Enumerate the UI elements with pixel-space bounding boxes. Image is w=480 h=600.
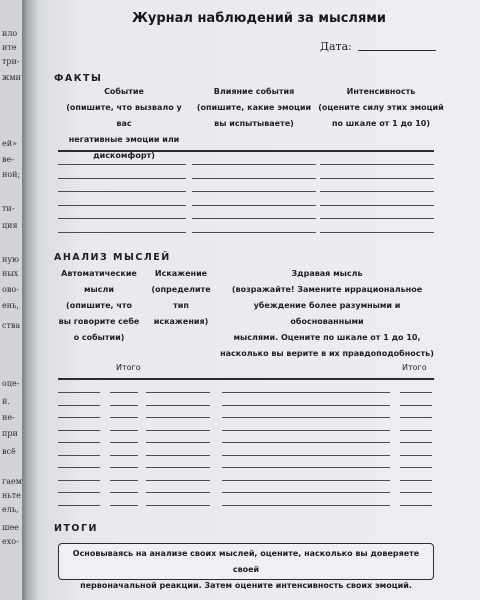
header-line: Влияние события [213,87,295,96]
date-label: Дата: [320,40,352,53]
itogo-label-right: Итого [402,363,427,372]
writing-line[interactable] [58,405,100,406]
writing-line[interactable] [58,205,186,206]
itogo-label-left: Итого [116,363,141,372]
left-page-fragment: ило [2,29,18,38]
writing-line[interactable] [58,417,100,418]
writing-line[interactable] [400,505,432,506]
writing-line[interactable] [58,191,186,192]
writing-line[interactable] [58,505,100,506]
writing-line[interactable] [58,232,186,233]
left-page-fragment: ных [2,269,19,278]
writing-line[interactable] [110,392,138,393]
facts-header-impact [190,84,318,132]
header-line: тип [173,301,189,310]
writing-line[interactable] [58,164,186,165]
writing-line[interactable] [192,178,316,179]
summary-section-title: ИТОГИ [54,523,99,534]
writing-line[interactable] [58,455,100,456]
header-line: мыслями. Оцените по шкале от 1 до 10, [233,333,421,342]
writing-line[interactable] [400,492,432,493]
header-line: Искажение [154,269,208,278]
writing-line[interactable] [222,392,390,393]
writing-line[interactable] [400,392,432,393]
writing-line[interactable] [192,218,316,219]
writing-line[interactable] [146,442,210,443]
left-page-fragment: гаем [2,477,22,486]
analysis-header-distortion [142,266,220,330]
left-page-fragment: шее [2,523,19,532]
writing-line[interactable] [192,232,316,233]
analysis-section-title: АНАЛИЗ МЫСЛЕЙ [54,252,171,263]
writing-line[interactable] [222,442,390,443]
left-page-fragment: ньте [2,491,21,500]
header-line: мысли [84,285,114,294]
header-line: вы испытываете) [214,119,294,128]
writing-line[interactable] [58,430,100,431]
writing-line[interactable] [110,417,138,418]
writing-line[interactable] [222,455,390,456]
writing-line[interactable] [222,430,390,431]
writing-line[interactable] [320,218,434,219]
writing-line[interactable] [320,232,434,233]
writing-line[interactable] [400,455,432,456]
writing-line[interactable] [146,430,210,431]
header-line: (опишите, что вызвало у вас [66,103,182,128]
header-line: убеждение более разумными и обоснованными [253,301,401,326]
writing-line[interactable] [146,467,210,468]
page-title: Журнал наблюдений за мыслями [131,11,387,26]
header-line: негативные эмоции или [68,135,180,144]
header-line: Интенсивность [346,87,416,96]
header-line: дискомфорт) [93,151,155,160]
writing-line[interactable] [146,405,210,406]
writing-line[interactable] [400,467,432,468]
writing-line[interactable] [110,467,138,468]
writing-line[interactable] [320,164,434,165]
analysis-header-automatic [56,266,142,346]
left-page-fragment: ция [2,221,18,230]
writing-line[interactable] [146,455,210,456]
header-line: (определите [151,285,211,294]
writing-line[interactable] [110,430,138,431]
header-line: Событие [104,87,144,96]
writing-line[interactable] [58,480,100,481]
facts-header-event [58,84,190,164]
writing-line[interactable] [400,480,432,481]
header-line: (возражайте! Замените иррациональное [231,285,423,294]
left-page-fragment: при [2,429,18,438]
writing-line[interactable] [400,417,432,418]
left-page-fragment: ную [2,255,20,264]
header-line: насколько вы верите в их правдоподобность) [220,349,434,358]
left-page-fragment: ве- [2,155,14,164]
writing-line[interactable] [110,480,138,481]
worksheet-page [38,0,480,600]
summary-line: Основываясь на анализе своих мыслей, оцените, насколько вы доверяете своей [72,549,420,574]
left-page-fragment: ово- [2,285,19,294]
writing-line[interactable] [192,205,316,206]
left-page-fragment: ти- [2,204,15,213]
writing-line[interactable] [58,218,186,219]
date-field[interactable] [358,50,436,51]
left-page-fragment: жми [2,73,21,82]
header-line: Автоматические [61,269,137,278]
header-line: вы говорите себе [58,317,140,326]
left-page-fragment: оце- [2,379,20,388]
left-page-fragment: ень, [2,301,19,310]
left-page-fragment: всё [2,447,16,456]
writing-line[interactable] [58,467,100,468]
summary-text [66,546,426,594]
writing-line[interactable] [222,417,390,418]
writing-line[interactable] [110,455,138,456]
writing-line[interactable] [58,178,186,179]
writing-line[interactable] [320,191,434,192]
left-page-fragment: не- [2,413,15,422]
writing-line[interactable] [58,392,100,393]
writing-line[interactable] [400,430,432,431]
writing-line[interactable] [320,205,434,206]
left-page-fragment: ной; [2,170,21,179]
left-page-fragment: ите [2,43,17,52]
left-page-fragment: ства [2,321,21,330]
facts-header-intensity [318,84,444,132]
writing-line[interactable] [146,505,210,506]
left-page-fragment: ель, [2,505,19,514]
writing-line[interactable] [110,492,138,493]
summary-line: первоначальной реакции. Затем оцените интенсивность своих эмоций. [80,581,412,590]
left-page-fragment: ехо- [2,537,19,546]
writing-line[interactable] [400,405,432,406]
writing-line[interactable] [192,164,316,165]
book-gutter [22,0,38,600]
header-line: искажения) [153,317,209,326]
writing-line[interactable] [146,480,210,481]
header-line: по шкале от 1 до 10) [331,119,430,128]
writing-line[interactable] [146,392,210,393]
writing-line[interactable] [110,505,138,506]
writing-line[interactable] [222,480,390,481]
header-line: о событии) [73,333,125,342]
left-page-fragment: й. [2,397,10,406]
writing-line[interactable] [222,467,390,468]
facts-rule [58,150,434,152]
writing-line[interactable] [58,442,100,443]
writing-line[interactable] [58,492,100,493]
left-facing-page [0,0,22,600]
writing-line[interactable] [400,442,432,443]
writing-line[interactable] [222,492,390,493]
header-line: (опишите, какие эмоции [196,103,312,112]
analysis-header-rational [220,266,434,362]
header-line: (опишите, что [66,301,132,310]
writing-line[interactable] [222,505,390,506]
header-line: (оцените силу этих эмоций [318,103,444,112]
writing-line[interactable] [222,405,390,406]
analysis-rule [58,378,434,380]
writing-line[interactable] [146,417,210,418]
left-page-fragment: три- [2,57,20,66]
writing-line[interactable] [320,178,434,179]
writing-line[interactable] [146,492,210,493]
left-page-fragment: ей» [2,139,17,148]
writing-line[interactable] [192,191,316,192]
writing-line[interactable] [110,405,138,406]
facts-section-title: ФАКТЫ [54,73,103,84]
header-line: Здравая мысль [291,269,363,278]
writing-line[interactable] [110,442,138,443]
